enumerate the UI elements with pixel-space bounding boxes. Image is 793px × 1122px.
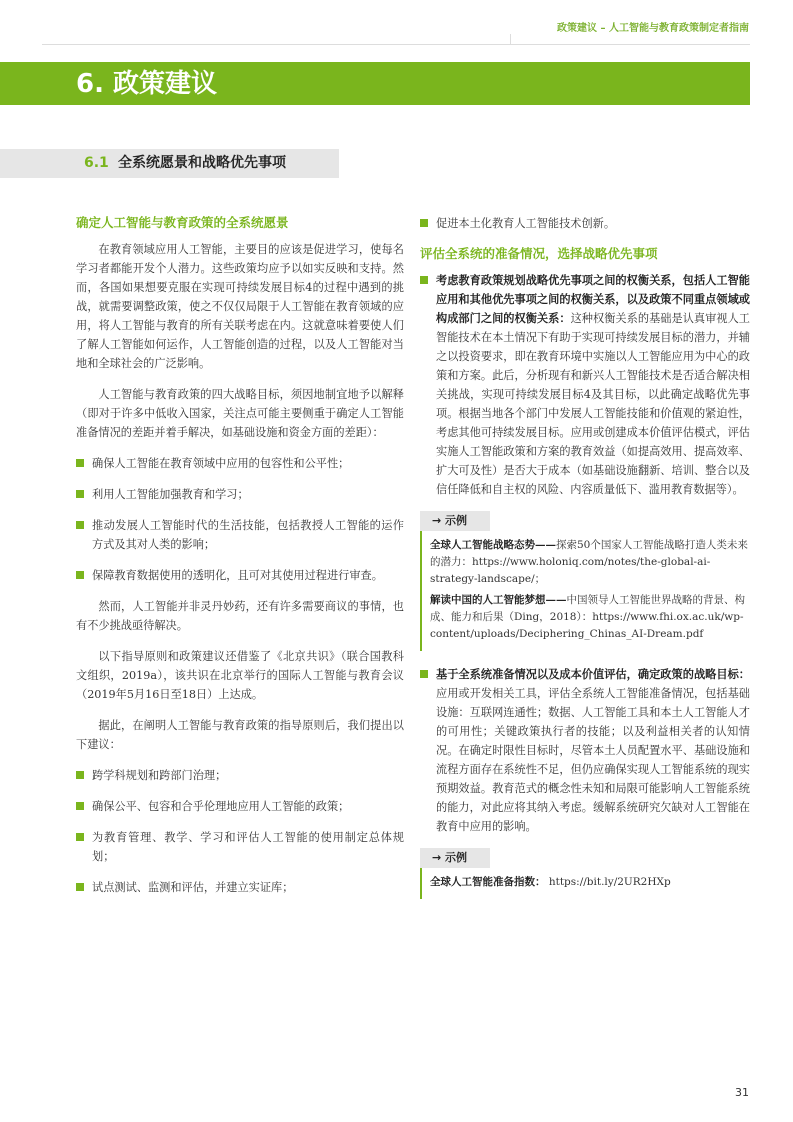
list-item: 确保公平、包容和合乎伦理地应用人工智能的政策； bbox=[76, 797, 404, 816]
list-item: 考虑教育政策规划战略优先事项之间的权衡关系，包括人工智能应用和其他优先事项之间的权衡关系，以及政策不同重点领域或构成部门之间的权衡关系：这种权衡关系的基础是认真审视人工智能技术在本土情况下有助于实现可持续发展目标的潜力，并辅之以投资要求，即在教育环境中实施以人工智能应用为中心的政策和方案。此后，分析现有和新兴人工智能技术是否适合解决相关挑战，实现可持续发展目标4及其目标，以此确定战略优先事项。根据当地各个部门中发展人工智能技能和价值观的紧迫性，考虑其他可持续发展目标。应用或创建成本价值评估模式，评估实施人工智能政策和方案的教育效益（如提高效用、提高效率、扩大可及性）是否大于成本（如基础设施翻新、培训、整合以及信任降低和自主权的风险、内容质量低下、滥用教育数据等）。 bbox=[420, 271, 750, 499]
paragraph: 然而，人工智能并非灵丹妙药，还有许多需要商议的事情，也有不少挑战亟待解决。 bbox=[76, 600, 404, 632]
example-link[interactable]: https://bit.ly/2UR2HXp bbox=[548, 876, 671, 888]
example-body bbox=[420, 868, 750, 899]
bullet-square-icon bbox=[76, 833, 84, 841]
list-item: 试点测试、监测和评估，并建立实证库； bbox=[76, 878, 404, 897]
list-item: 基于全系统准备情况以及成本价值评估，确定政策的战略目标：应用或开发相关工具，评估全系统人工智能准备情况，包括基础设施：互联网连通性；数据、人工智能工具和本土人工智能人才的可用性；关键政策执行者的技能；以及利益相关者的认知情况。在确定时限性目标时，尽管本土人员配置水平、基础设施和流程方面存在系统性不足，但仍应确保实现人工智能系统的现实预期效益。教育范式的概念性未知和局限可能影响人工智能系统的能力，对此应将其纳入考虑。缓解系统研究欠缺对人工智能在教育中应用的影响。 bbox=[420, 665, 750, 836]
list-item: 跨学科规划和跨部门治理； bbox=[76, 766, 404, 785]
section-title: 全系统愿景和战略优先事项 bbox=[118, 155, 286, 171]
bullet-square-icon bbox=[76, 490, 84, 498]
list-item: 利用人工智能加强教育和学习； bbox=[76, 485, 404, 504]
bullet-lead: 基于全系统准备情况以及成本价值评估，确定政策的战略目标： bbox=[436, 668, 750, 681]
bullet-square-icon bbox=[76, 771, 84, 779]
paragraph: 人工智能与教育政策的四大战略目标，须因地制宜地予以解释（即对于许多中低收入国家，关注点可能主要侧重于确定人工智能准备情况的差距并着手解决，如基础设施和资金方面的差距）： bbox=[76, 388, 404, 439]
bullet-square-icon bbox=[76, 571, 84, 579]
arrow-right-icon: → bbox=[432, 851, 446, 864]
example-header: → 示例 bbox=[420, 511, 490, 531]
paragraph: 以下指导原则和政策建议还借鉴了《北京共识》（联合国教科文组织，2019a），该共识在北京举行的国际人工智能与教育会议（2019年5月16日至18日）上达成。 bbox=[76, 650, 404, 701]
example-box bbox=[420, 848, 750, 899]
section-number: 6.1 bbox=[84, 155, 109, 171]
example-item: 全球人工智能战略态势——探索50个国家人工智能战略打造人类未来的潜力：https://www.holoniq.com/notes/the-global-ai-strategy-landscape/； bbox=[430, 539, 748, 585]
list-item: 确保人工智能在教育领域中应用的包容性和公平性； bbox=[76, 454, 404, 473]
paragraph: 据此，在阐明人工智能与教育政策的指导原则后，我们提出以下建议： bbox=[76, 719, 404, 751]
header-rule bbox=[42, 44, 750, 45]
list-item: 推动发展人工智能时代的生活技能，包括教授人工智能的运作方式及其对人类的影响； bbox=[76, 516, 404, 554]
page-number: 31 bbox=[735, 1086, 749, 1099]
example-body bbox=[420, 531, 750, 651]
bullet-square-icon bbox=[420, 276, 428, 284]
example-item: 全球人工智能准备指数： https://bit.ly/2UR2HXp bbox=[430, 876, 671, 888]
left-subhead: 确定人工智能与教育政策的全系统愿景 bbox=[76, 215, 289, 230]
running-head: 政策建议 – 人工智能与教育政策制定者指南 bbox=[557, 23, 749, 34]
example-item: 解读中国的人工智能梦想——中国领导人工智能世界战略的背景、构成、能力和后果（Ding，2018）：https://www.fhi.ox.ac.uk/wp-content/uploads/Deciphering_Chinas_AI-Dream.pdf bbox=[430, 594, 745, 640]
bullet-square-icon bbox=[76, 883, 84, 891]
right-subhead: 评估全系统的准备情况，选择战略优先事项 bbox=[420, 246, 658, 261]
right-column bbox=[420, 214, 750, 913]
list-item: 保障教育数据使用的透明化，且可对其使用过程进行审查。 bbox=[76, 566, 404, 585]
arrow-right-icon: → bbox=[432, 514, 446, 527]
example-link[interactable]: 中国领导人工智能世界战略的背景、构成、能力和后果（Ding，2018）：https://www.fhi.ox.ac.uk/wp-content/uploads/Deciphering_Chinas_AI-Dream.pdf bbox=[430, 594, 745, 640]
example-header: → 示例 bbox=[420, 848, 490, 868]
bullet-lead: 考虑教育政策规划战略优先事项之间的权衡关系，包括人工智能应用和其他优先事项之间的权衡关系，以及政策不同重点领域或构成部门之间的权衡关系： bbox=[436, 274, 750, 325]
paragraph: 在教育领域应用人工智能，主要目的应该是促进学习，使每名学习者都能开发个人潜力。这些政策均应予以如实反映和支持。然而，各国如果想要克服在实现可持续发展目标4的过程中遇到的挑战，就需要调整政策，使之不仅仅局限于人工智能在教育领域的应用，将人工智能与教育的所有关联考虑在内。这就意味着要使人们了解人工智能如何运作，人工智能创造的过程，以及人工智能对当地和全球社会的广泛影响。 bbox=[76, 243, 404, 370]
bullet-square-icon bbox=[420, 219, 428, 227]
example-box bbox=[420, 511, 750, 651]
chapter-title: 6. 政策建议 bbox=[76, 69, 218, 99]
bullet-square-icon bbox=[76, 802, 84, 810]
left-column bbox=[76, 214, 404, 909]
example-link[interactable]: 探索50个国家人工智能战略打造人类未来的潜力：https://www.holoniq.com/notes/the-global-ai-strategy-landscape/； bbox=[430, 539, 748, 585]
list-item: 促进本土化教育人工智能技术创新。 bbox=[420, 214, 750, 233]
list-item: 为教育管理、教学、学习和评估人工智能的使用制定总体规划； bbox=[76, 828, 404, 866]
bullet-square-icon bbox=[76, 521, 84, 529]
bullet-square-icon bbox=[76, 459, 84, 467]
bullet-square-icon bbox=[420, 670, 428, 678]
